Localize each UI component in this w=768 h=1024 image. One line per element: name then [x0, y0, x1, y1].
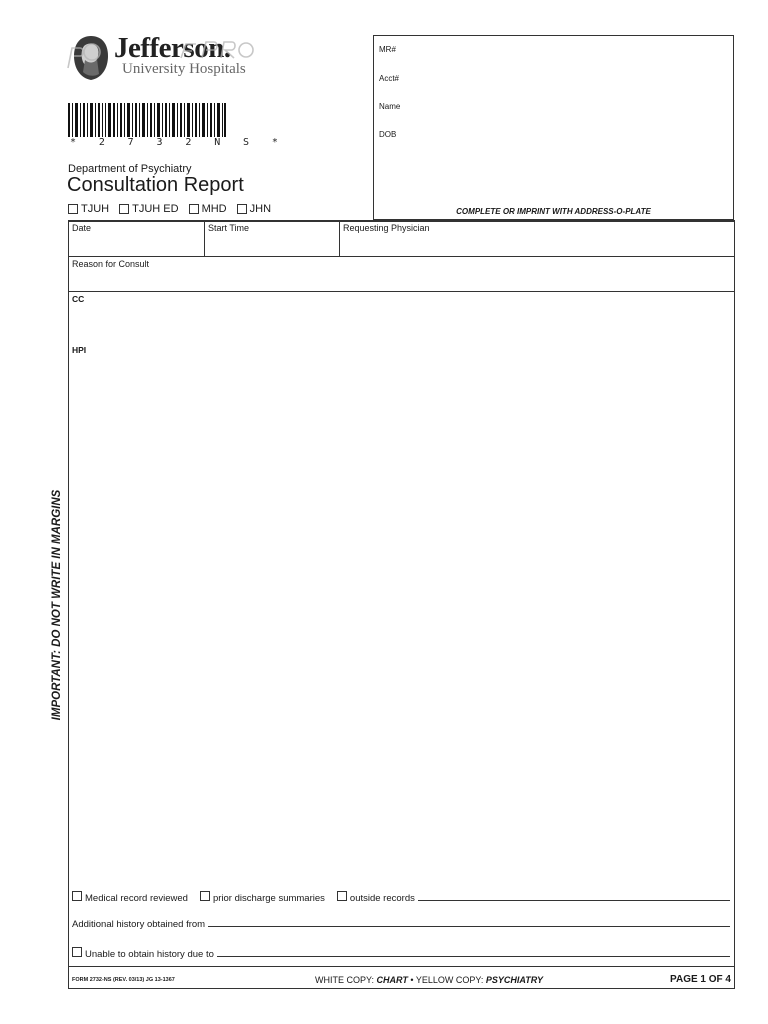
start-time-field[interactable] [205, 221, 340, 256]
site-checkboxes [68, 203, 271, 215]
unable-history-label: Unable to obtain history due to [85, 949, 214, 960]
patient-name-label: Name [379, 102, 401, 111]
mr-number-label: MR# [379, 45, 396, 54]
checkbox[interactable] [189, 204, 199, 214]
outside-records-label: outside records [349, 893, 415, 904]
footer-divider [69, 966, 734, 967]
cc-label: CC [72, 294, 85, 304]
medical-record-label: Medical record reviewed [85, 893, 188, 904]
checkbox[interactable] [68, 204, 78, 214]
dob-label: DOB [379, 130, 397, 139]
checkbox[interactable] [237, 204, 247, 214]
barcode-text: * 2 7 3 2 N S * [70, 137, 287, 148]
outside-records-checkbox[interactable] [337, 891, 347, 901]
site-option-mhd[interactable]: MHD [189, 203, 227, 215]
unable-history-input[interactable] [217, 955, 730, 957]
address-plate-note: COMPLETE OR IMPRINT WITH ADDRESS-O-PLATE [456, 207, 651, 216]
logo-name: Jefferson. [114, 32, 231, 64]
checkbox[interactable] [119, 204, 129, 214]
form-number: FORM 2732-NS (REV. 03/13) JG 13-1367 [72, 977, 175, 983]
header-fields-row [69, 221, 734, 257]
patient-address-box[interactable] [373, 35, 734, 220]
unable-history-line [72, 947, 730, 960]
barcode [68, 103, 226, 137]
date-field[interactable] [69, 221, 205, 256]
page-number: PAGE 1 OF 4 [670, 974, 731, 985]
additional-history-input[interactable] [208, 925, 730, 927]
hpi-label: HPI [72, 345, 87, 355]
records-reviewed-line [72, 891, 730, 904]
date-label: Date [72, 223, 92, 233]
prior-discharge-checkbox[interactable] [200, 891, 210, 901]
consultation-form [68, 221, 735, 989]
logo-subtitle: University Hospitals [122, 61, 246, 77]
reason-label: Reason for Consult [72, 259, 150, 269]
medical-record-checkbox[interactable] [72, 891, 82, 901]
department-name: Department of Psychiatry [68, 163, 192, 175]
reason-for-consult-field[interactable] [69, 256, 734, 292]
page-title: Consultation Report [67, 174, 244, 196]
additional-history-label: Additional history obtained from [72, 919, 206, 930]
copy-distribution: WHITE COPY: CHART • YELLOW COPY: PSYCHIATRY [315, 975, 544, 985]
unable-history-checkbox[interactable] [72, 947, 82, 957]
site-option-jhn[interactable]: JHN [237, 203, 271, 215]
account-number-label: Acct# [379, 74, 400, 83]
requesting-physician-label: Requesting Physician [343, 223, 430, 233]
requesting-physician-field[interactable] [340, 221, 734, 256]
prior-discharge-label: prior discharge summaries [212, 893, 325, 904]
start-time-label: Start Time [208, 223, 250, 233]
outside-records-input[interactable] [418, 899, 730, 901]
site-option-tjuh-ed[interactable]: TJUH ED [119, 203, 178, 215]
faded-stamp-icon [66, 28, 256, 72]
additional-history-line [72, 919, 730, 930]
site-option-tjuh[interactable]: TJUH [68, 203, 109, 215]
